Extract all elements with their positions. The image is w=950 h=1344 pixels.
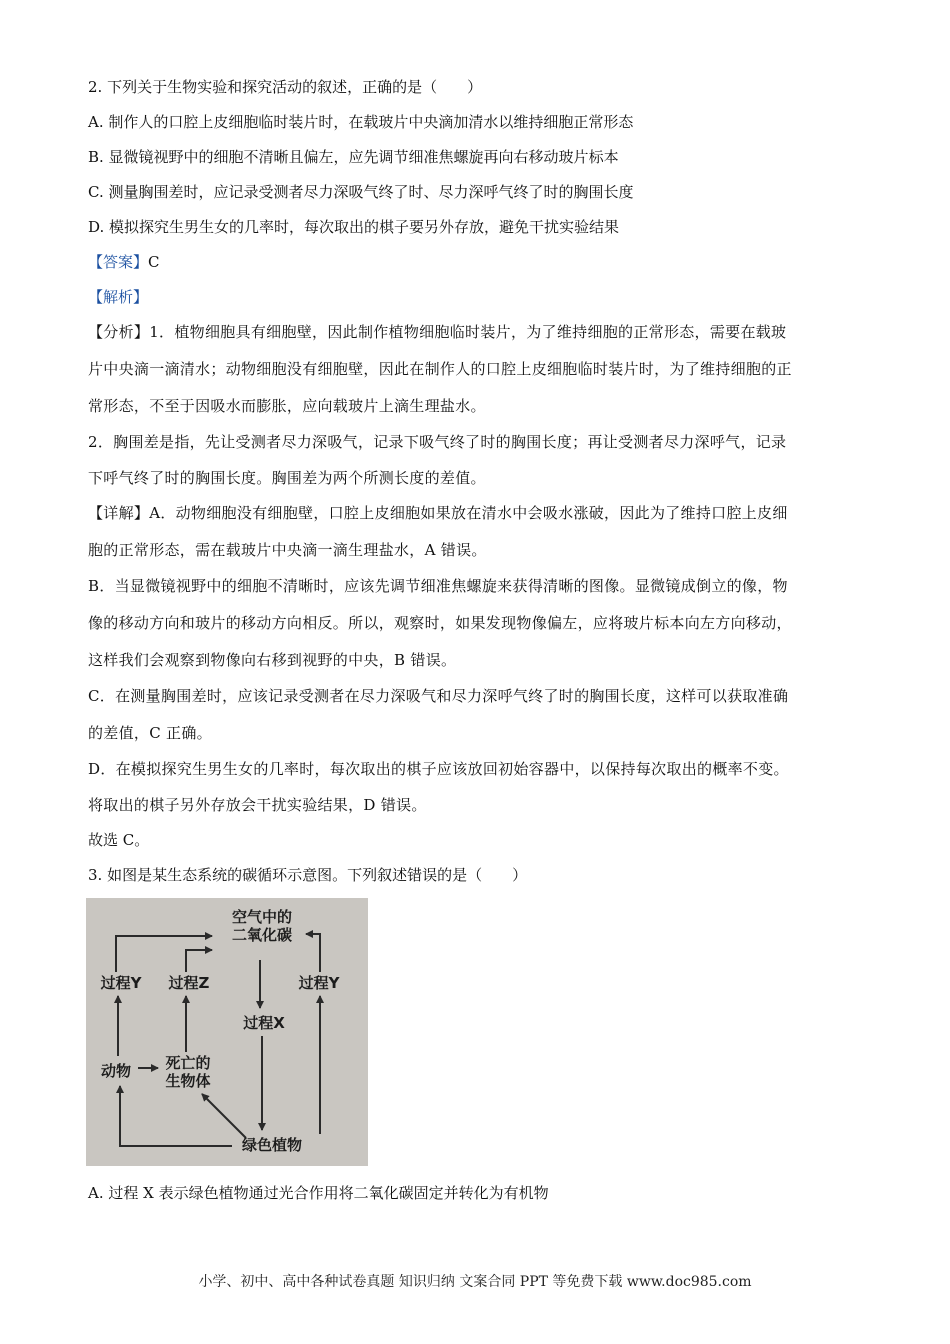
arrow-plant-to-animal (120, 1086, 232, 1146)
detail-line: B．当显微镜视野中的细胞不清晰时，应该先调节细准焦螺旋来获得清晰的图像。显微镜成倒立的像，物 (88, 577, 788, 595)
arrow-right-y-to-co2 (306, 934, 320, 972)
analysis-line (88, 322, 786, 342)
label-process-x: 过程X (243, 1014, 285, 1032)
question-stem: 3. 如图是某生态系统的碳循环示意图。下列叙述错误的是（ ） (88, 866, 528, 884)
option-a: A. 制作人的口腔上皮细胞临时装片时，在载玻片中央滴加清水以维持细胞正常形态 (88, 113, 634, 131)
arrow-plant-to-dead (202, 1094, 246, 1138)
label-co2-line2: 二氧化碳 (231, 926, 292, 944)
page-footer: 小学、初中、高中各种试卷真题 知识归纳 文案合同 PPT 等免费下载 www.doc985.com (198, 1274, 752, 1290)
detail-line: D．在模拟探究生男生女的几率时，每次取出的棋子应该放回初始容器中，以保持每次取出的概率不变。 (88, 760, 789, 778)
detail-line: 胞的正常形态，需在载玻片中央滴一滴生理盐水，A 错误。 (88, 541, 487, 559)
conclusion: 故选 C。 (88, 831, 150, 849)
option-b: B. 显微镜视野中的细胞不清晰且偏左，应先调节细准焦螺旋再向右移动玻片标本 (88, 148, 619, 166)
label-dead-organisms (160, 1054, 216, 1090)
detail-line: 像的移动方向和玻片的移动方向相反。所以，观察时，如果发现物像偏左，应将玻片标本向左方向移动， (88, 614, 792, 632)
carbon-cycle-diagram (86, 898, 368, 1166)
analysis-line: 下呼气终了时的胸围长度。胸围差为两个所测长度的差值。 (88, 469, 486, 487)
option-d: D. 模拟探究生男生女的几率时，每次取出的棋子要另外存放，避免干扰实验结果 (88, 218, 620, 236)
label-co2 (226, 908, 298, 944)
label-dead-line2: 生物体 (165, 1072, 211, 1090)
detail-line: C．在测量胸围差时，应该记录受测者在尽力深吸气和尽力深呼气终了时的胸围长度，这样可以获取准确 (88, 687, 789, 705)
arrow-z-to-co2 (186, 950, 212, 972)
fenxi-text: 1．植物细胞具有细胞壁，因此制作植物细胞临时装片，为了维持细胞的正常形态，需要在载玻 (149, 323, 787, 341)
label-co2-line1: 空气中的 (231, 908, 292, 926)
analysis-tag: 【解析】 (88, 288, 149, 306)
analysis-line: 2．胸围差是指，先让受测者尽力深吸气，记录下吸气终了时的胸围长度；再让受测者尽力深呼气，记录 (88, 433, 787, 451)
answer-tag: 【答案】 (88, 253, 149, 271)
detail-line: 将取出的棋子另外存放会干扰实验结果，D 错误。 (88, 796, 427, 814)
label-green-plants: 绿色植物 (241, 1136, 302, 1154)
analysis-line: 常形态，不至于因吸水而膨胀，应向载玻片上滴生理盐水。 (88, 397, 486, 415)
analysis-line: 片中央滴一滴清水；动物细胞没有细胞壁，因此在制作人的口腔上皮细胞临时装片时，为了维持细胞的正 (88, 360, 792, 378)
fenxi-tag: 【分析】 (88, 323, 150, 341)
detail-line: 的差值，C 正确。 (88, 724, 212, 742)
option-c: C. 测量胸围差时，应记录受测者尽力深吸气终了时、尽力深呼气终了时的胸围长度 (88, 183, 634, 201)
detail-line: 这样我们会观察到物像向右移到视野的中央，B 错误。 (88, 651, 457, 669)
answer-line (88, 252, 160, 272)
label-process-y-right: 过程Y (298, 974, 340, 992)
label-dead-line1: 死亡的 (165, 1054, 211, 1072)
label-animal: 动物 (100, 1062, 131, 1080)
question-stem: 2. 下列关于生物实验和探究活动的叙述，正确的是（ ） (88, 78, 483, 96)
option-a: A. 过程 X 表示绿色植物通过光合作用将二氧化碳固定并转化为有机物 (88, 1184, 549, 1202)
answer-value: C (148, 253, 160, 271)
detail-line (88, 503, 788, 523)
arrow-left-y-to-co2 (116, 936, 212, 972)
detail-tag: 【详解】 (88, 504, 150, 522)
label-process-z: 过程Z (168, 974, 210, 992)
label-process-y-left: 过程Y (100, 974, 142, 992)
detail-text: A．动物细胞没有细胞壁，口腔上皮细胞如果放在清水中会吸水涨破，因此为了维持口腔上皮细 (149, 504, 788, 522)
